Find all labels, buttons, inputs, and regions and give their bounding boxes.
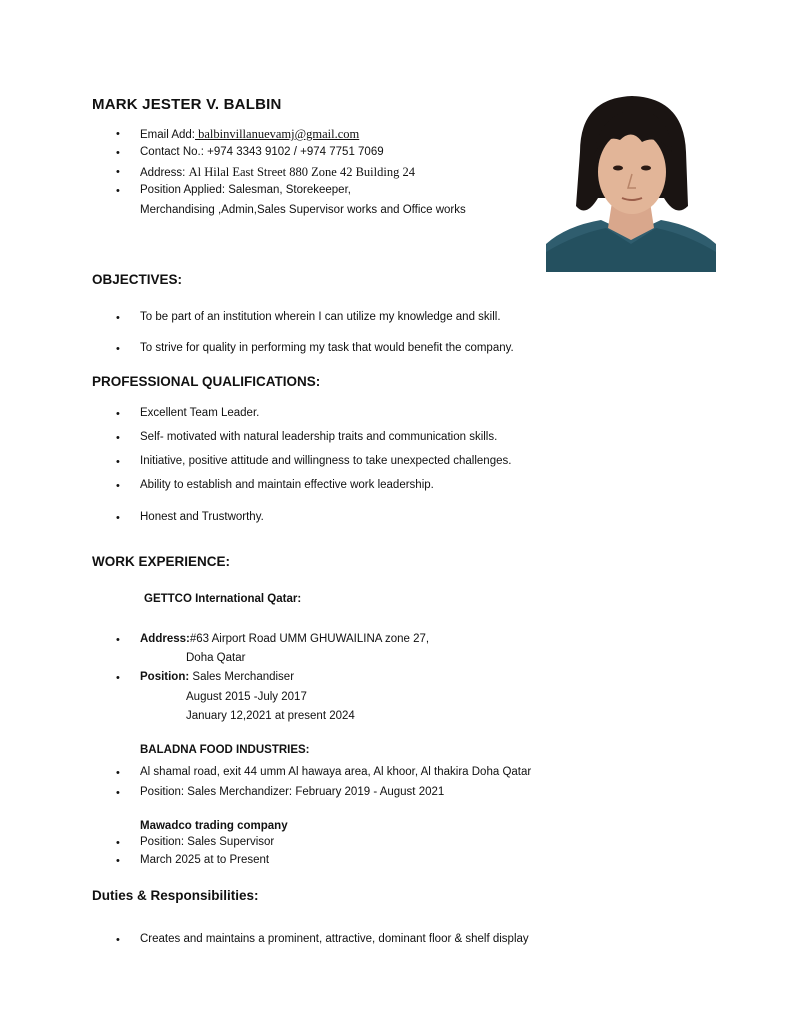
- qualification-item: Self- motivated with natural leadership traits and communication skills.: [140, 431, 498, 443]
- bullet: •: [116, 312, 120, 324]
- position-applied-cont: Merchandising ,Admin,Sales Supervisor works and Office works: [140, 204, 466, 216]
- address-label: Address:: [140, 167, 186, 179]
- bullet: •: [116, 456, 120, 468]
- bullet: •: [116, 185, 120, 197]
- duties-heading: Duties & Responsibilities:: [92, 888, 259, 903]
- contact-number: Contact No.: +974 3343 9102 / +974 7751 7069: [140, 146, 384, 158]
- gettco-address-city: Doha Qatar: [186, 652, 246, 664]
- bullet: •: [116, 672, 120, 684]
- qualification-item: Excellent Team Leader.: [140, 407, 260, 419]
- bullet: •: [116, 767, 120, 779]
- email-label: Email Add:: [140, 129, 195, 141]
- baladna-company: BALADNA FOOD INDUSTRIES:: [140, 744, 310, 756]
- profile-photo: [546, 94, 716, 272]
- bullet: •: [116, 837, 120, 849]
- bullet: •: [116, 934, 120, 946]
- bullet: •: [116, 343, 120, 355]
- bullet: •: [116, 147, 120, 159]
- objective-item: To be part of an institution wherein I can utilize my knowledge and skill.: [140, 311, 501, 323]
- objective-item: To strive for quality in performing my task that would benefit the company.: [140, 342, 514, 354]
- email-link[interactable]: balbinvillanuevamj@gmail.com: [194, 127, 360, 141]
- bullet: •: [116, 166, 120, 178]
- gettco-position-label: Position:: [140, 671, 190, 683]
- qualification-item: Ability to establish and maintain effective work leadership.: [140, 479, 434, 491]
- baladna-position: Position: Sales Merchandizer: February 2019 - August 2021: [140, 786, 445, 798]
- gettco-company: GETTCO International Qatar:: [144, 593, 302, 605]
- objectives-heading: OBJECTIVES:: [92, 272, 183, 287]
- bullet: •: [116, 512, 120, 524]
- address-value: Al Hilal East Street 880 Zone 42 Building 24: [188, 165, 415, 179]
- bullet: •: [116, 480, 120, 492]
- bullet: •: [116, 128, 120, 140]
- bullet: •: [116, 787, 120, 799]
- bullet: •: [116, 855, 120, 867]
- duty-item: Creates and maintains a prominent, attractive, dominant floor & shelf display: [140, 933, 529, 945]
- gettco-address-value: #63 Airport Road UMM GHUWAILINA zone 27,: [189, 633, 430, 645]
- applicant-name: MARK JESTER V. BALBIN: [92, 96, 282, 113]
- mawadco-company: Mawadco trading company: [140, 820, 288, 832]
- email-line: [140, 127, 359, 142]
- qualification-item: Initiative, positive attitude and willingness to take unexpected challenges.: [140, 455, 512, 467]
- gettco-address: [140, 633, 429, 645]
- work-experience-heading: WORK EXPERIENCE:: [92, 554, 231, 569]
- position-applied: Position Applied: Salesman, Storekeeper,: [140, 184, 351, 196]
- mawadco-date: March 2025 at to Present: [140, 854, 270, 866]
- baladna-address: Al shamal road, exit 44 umm Al hawaya area, Al khoor, Al thakira Doha Qatar: [140, 766, 532, 778]
- qualifications-heading: PROFESSIONAL QUALIFICATIONS:: [92, 374, 321, 389]
- address-line: [140, 165, 415, 180]
- gettco-date-2: January 12,2021 at present 2024: [186, 710, 355, 722]
- bullet: •: [116, 432, 120, 444]
- bullet: •: [116, 634, 120, 646]
- mawadco-position: Position: Sales Supervisor: [140, 836, 275, 848]
- qualification-item: Honest and Trustworthy.: [140, 511, 264, 523]
- gettco-position: [140, 671, 294, 683]
- gettco-address-label: Address:: [140, 633, 190, 645]
- bullet: •: [116, 408, 120, 420]
- gettco-date-1: August 2015 -July 2017: [186, 691, 307, 703]
- gettco-position-value: Sales Merchandiser: [192, 671, 295, 683]
